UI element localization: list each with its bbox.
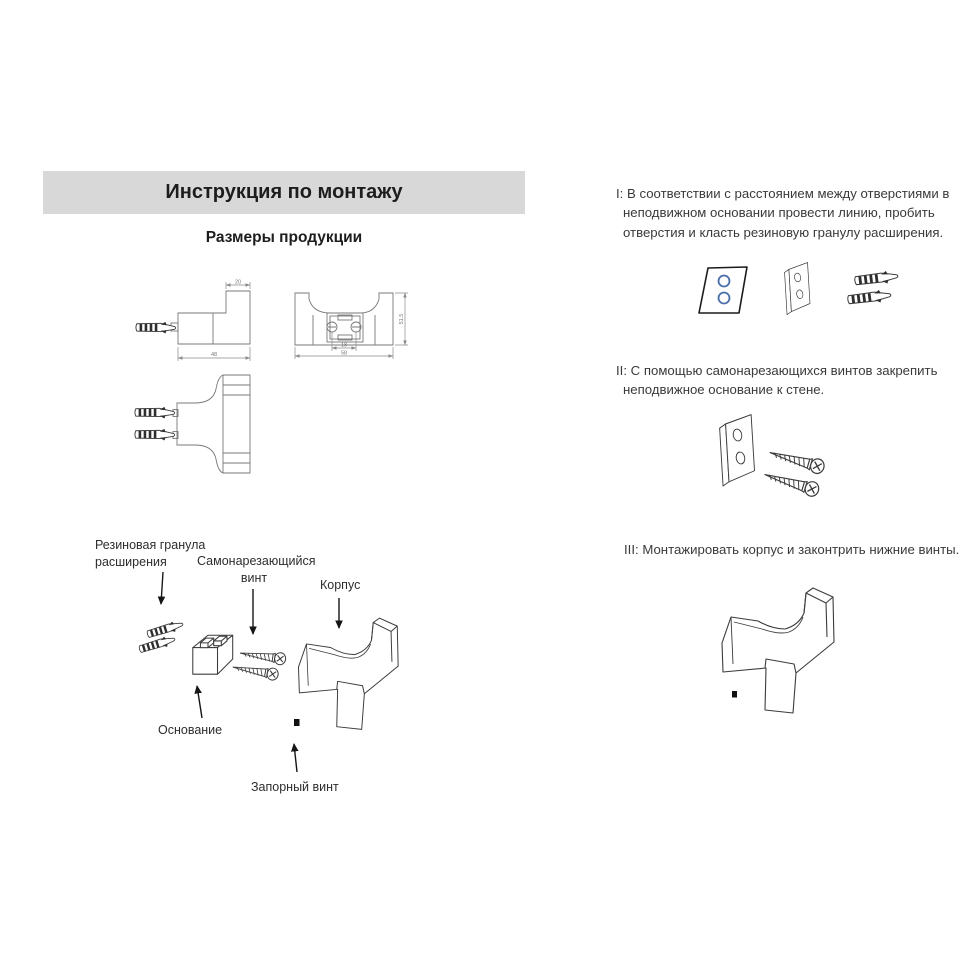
label-lock-screw: Запорный винт (251, 780, 339, 794)
step-2-text: II: С помощью самонарезающихся винтов закрепить неподвижное основание к стене. (616, 363, 938, 398)
label-rubber-granule: Резиновая гранула расширения (95, 538, 206, 569)
label-body: Корпус (320, 578, 361, 592)
label-self-tapping-screw: Самонарезающийся винт (197, 554, 316, 585)
step-1-text: I: В соответствии с расстоянием между отверстиями в неподвижном основании провести линию, пробить отверстия и класть резиновую гранулу расширения. (616, 186, 950, 240)
dimension-lines (178, 279, 408, 361)
top-view-drawing (173, 375, 250, 473)
side-view-drawing (171, 291, 250, 344)
dim-front-height: 51.5 (399, 313, 405, 325)
wall-surface (699, 267, 747, 313)
lock-screw-part (732, 691, 737, 698)
header-bar (43, 171, 525, 214)
step1-illustration (699, 263, 899, 315)
dimension-drawings (135, 280, 408, 474)
step-3-text: III: Монтажировать корпус и законтрить нижние винты. (624, 542, 960, 557)
dim-front-width: 58 (340, 350, 348, 357)
dim-side-length: 48 (210, 352, 218, 358)
dim-front-hole-spacing: 18 (340, 342, 348, 349)
subtitle: Размеры продукции (205, 229, 363, 246)
front-view-drawing (295, 293, 393, 345)
label-base: Основание (158, 723, 223, 737)
step2-illustration (720, 415, 826, 498)
dim-side-top-width: 20 (234, 279, 242, 286)
page-title: Инструкция по монтажу (165, 181, 403, 203)
step3-illustration (722, 588, 834, 713)
exploded-view (138, 572, 398, 772)
lock-screw-part (294, 719, 300, 726)
